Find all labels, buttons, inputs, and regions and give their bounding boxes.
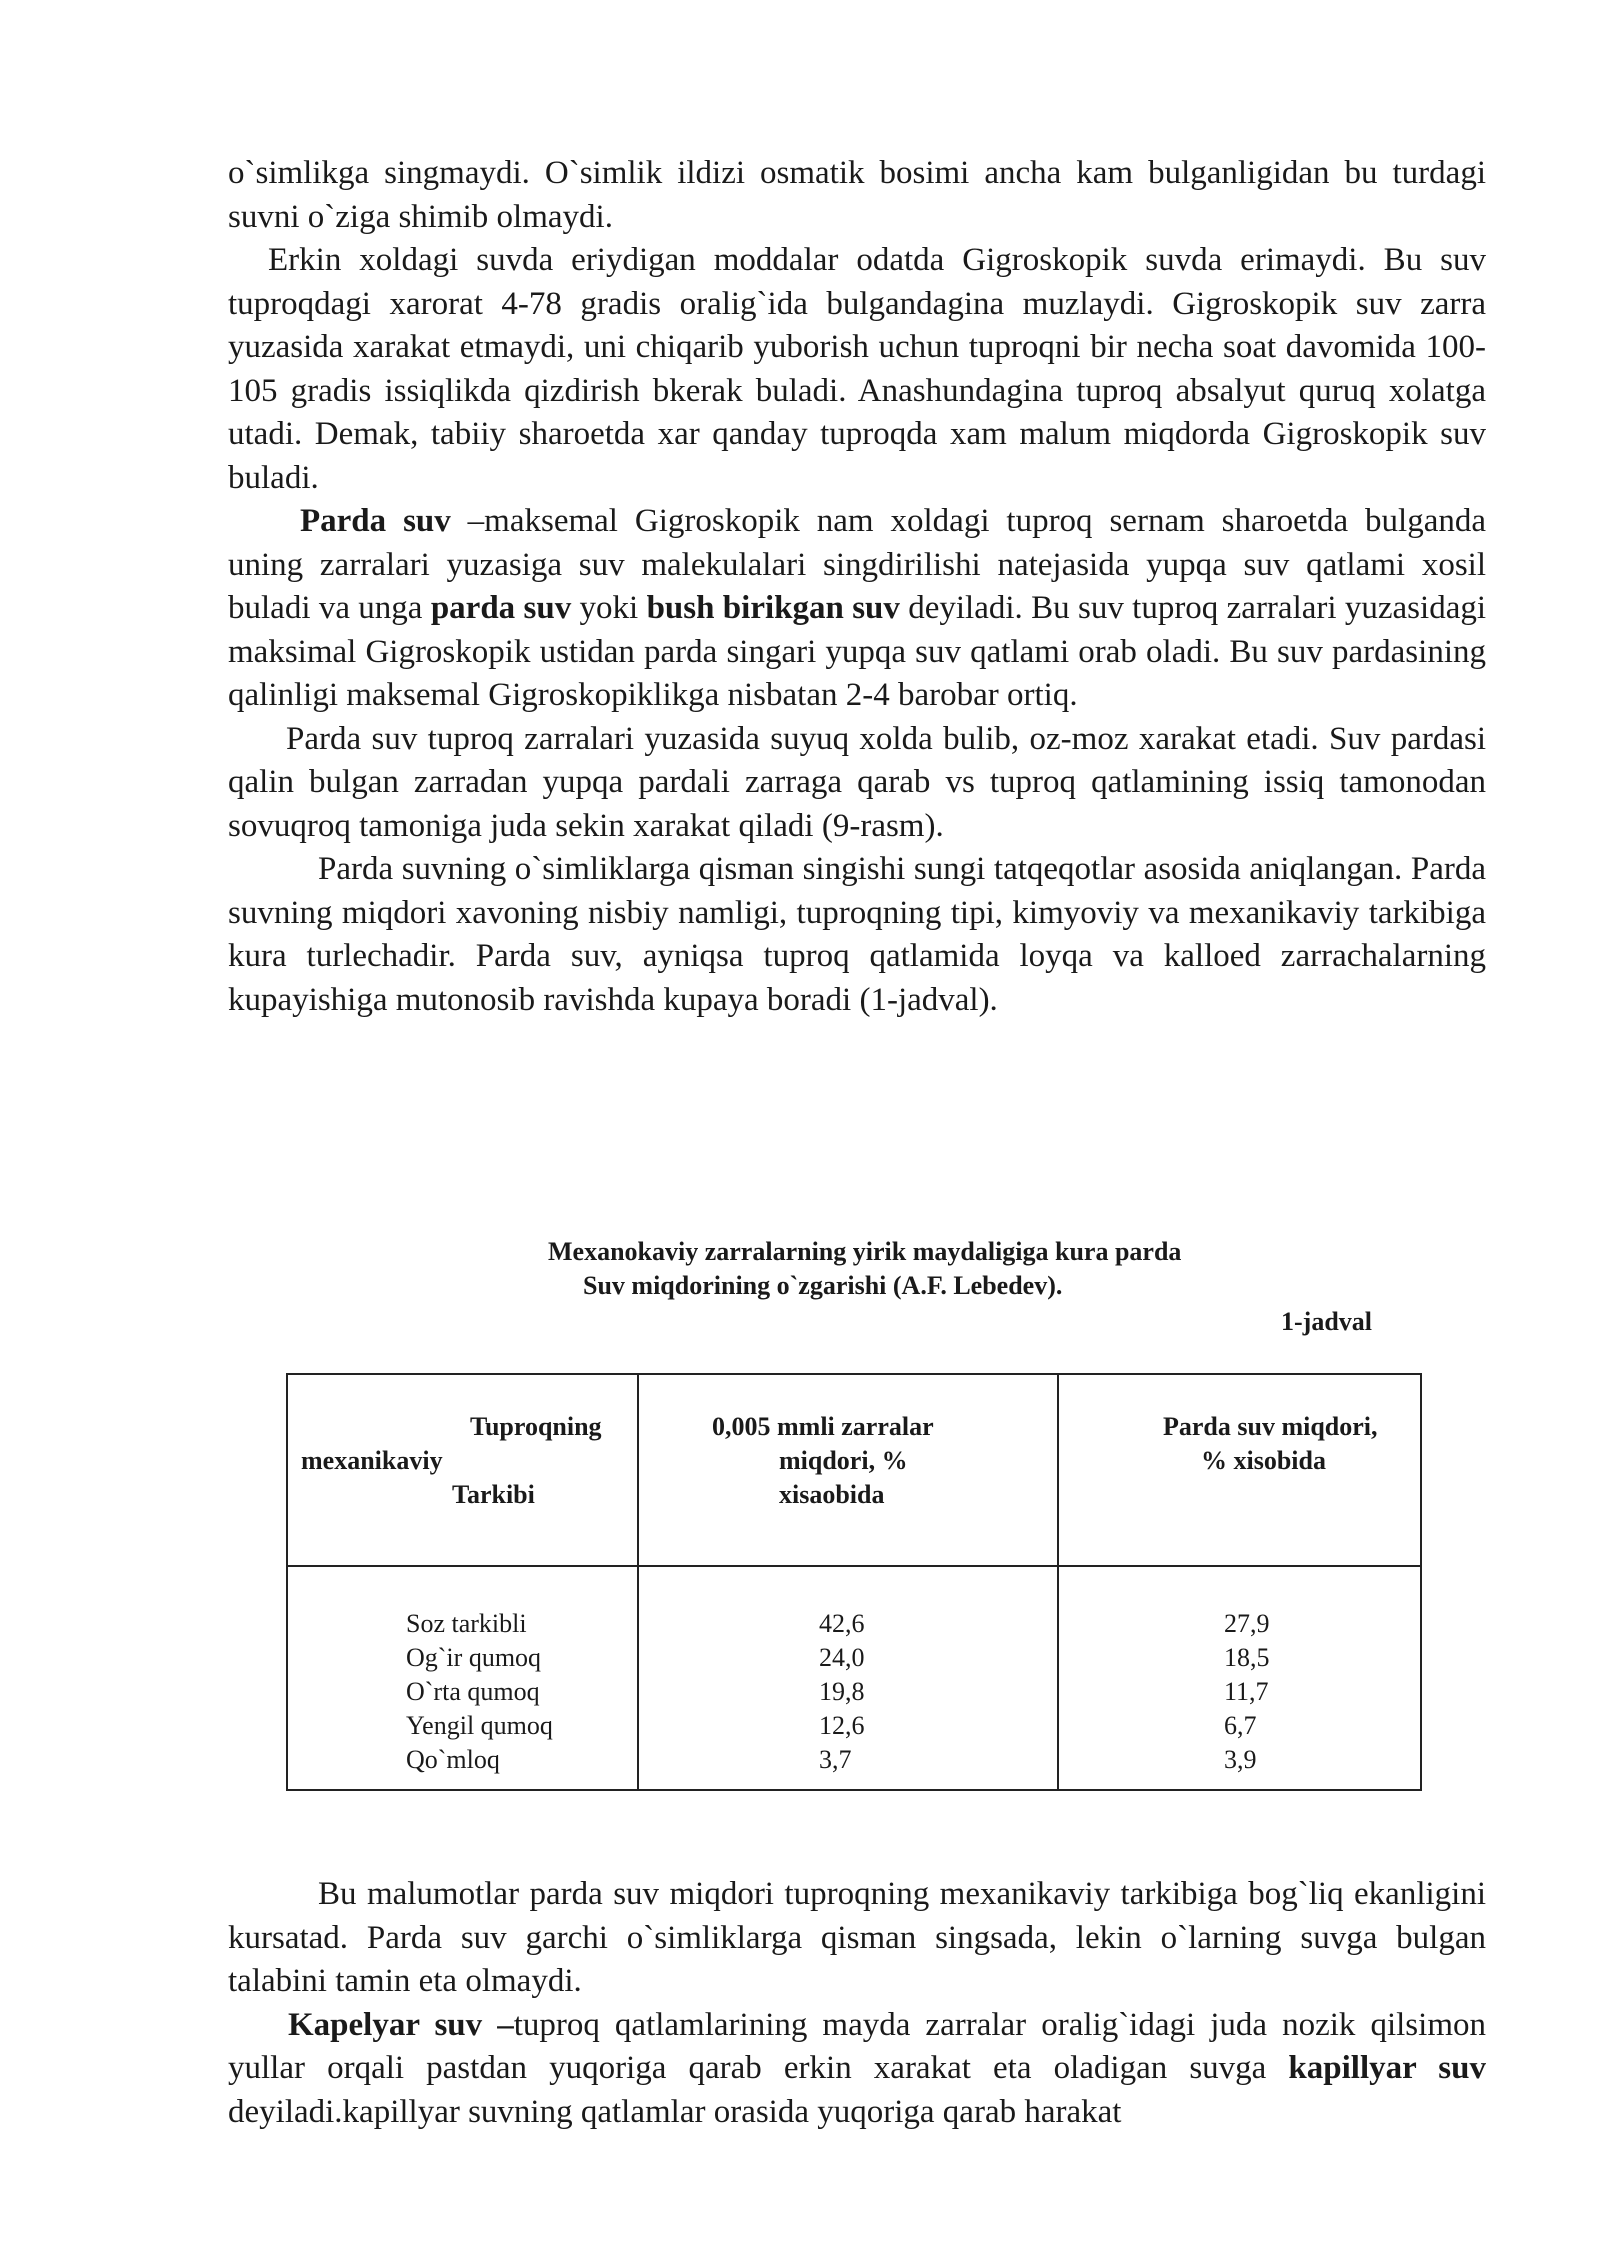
table-cell: Og`ir qumoq: [406, 1643, 542, 1672]
header-col3-line1: Parda suv miqdori,: [1163, 1412, 1378, 1441]
table-cell: 6,7: [1224, 1711, 1257, 1740]
table-cell: 19,8: [819, 1677, 865, 1706]
header-col1-line2: mexanikaviy: [301, 1446, 443, 1475]
upper-text-block: [228, 152, 1486, 1022]
table-cell: Qo`mloq: [406, 1745, 500, 1774]
table-cell: Yengil qumoq: [406, 1711, 553, 1740]
header-col2-line1: 0,005 mmli zarralar: [712, 1412, 934, 1441]
header-col3-line2: % xisobida: [1201, 1446, 1326, 1475]
paragraph-6: Bu malumotlar parda suv miqdori tuproqning mexanikaviy tarkibiga bog`liq ekanligini kursatad. Parda suv garchi o`simliklarga qisman singsada, lekin o`larning suvga bulgan talabini tamin eta olmaydi.: [228, 1876, 1486, 1999]
table-cell: 24,0: [819, 1643, 865, 1672]
table-cell: O`rta qumoq: [406, 1677, 540, 1706]
table-cell: 3,7: [819, 1745, 852, 1774]
table-cell: 3,9: [1224, 1745, 1257, 1774]
paragraph-3-text-a: –maksemal Gigroskopik nam xoldagi tuproq sernam sharoetda bulganda uning zarralari yuzasiga suv malekulalari singdirilishi natejasida yupqa suv qatlami xosil buladi va unga: [228, 503, 1486, 626]
table-cell: 18,5: [1224, 1643, 1270, 1672]
table-cell: Soz tarkibli: [406, 1609, 527, 1638]
table-label: 1-jadval: [1281, 1307, 1372, 1336]
table-cell: 11,7: [1224, 1677, 1269, 1706]
header-col1-line1: Tuproqning: [470, 1412, 602, 1441]
paragraph-3-text-b: yoki: [571, 590, 647, 626]
paragraph-3-text-c: deyiladi. Bu suv tuproq zarralari yuzasidagi maksimal Gigroskopik ustidan parda singari yupqa suv qatlami orab oladi. Bu suv pardasining qalinligi maksemal Gigroskopiklikga nisbatan 2-4 barobar ortiq.: [228, 590, 1487, 713]
table-header-divider: [288, 1565, 1420, 1567]
paragraph-4: Parda suv tuproq zarralari yuzasida suyuq xolda bulib, oz-moz xarakat etadi. Suv pardasi qalin bulgan zarradan yupqa pardali zarraga qarab vs tuproq qatlamining issiq tamonodan sovuqroq tamoniga juda sekin xarakat qiladi (9-rasm).: [228, 720, 1486, 844]
term-bush-birikgan-suv: bush birikgan suv: [646, 590, 900, 626]
paragraph-1: o`simlikga singmaydi. O`simlik ildizi osmatik bosimi ancha kam bulganligidan bu turdagi suvni o`ziga shimib olmaydi.: [228, 155, 1486, 235]
paragraph-7: [228, 2004, 1486, 2135]
header-col2-line2: miqdori, %: [779, 1446, 908, 1475]
table-column-divider: [1057, 1375, 1059, 1789]
column-particles-percent: [819, 1607, 865, 1777]
paragraph-2: Erkin xoldagi suvda eriydigan moddalar odatda Gigroskopik suvda erimaydi. Bu suv tuproqdagi xarorat 4-78 gradis oralig`ida bulgandagina muzlaydi. Gigroskopik suv zarra yuzasida xarakat etmaydi, uni chiqarib yuborish uchun tuproqni bir necha soat davomida 100-105 gradis issiqlikda qizdirish bkerak buladi. Anashundagina tuproq absalyut quruq xolatga utadi. Demak, tabiiy sharoetda xar qanday tuproqda xam malum miqdorda Gigroskopik suv buladi.: [228, 242, 1486, 496]
table-column-divider: [637, 1375, 639, 1789]
header-col2-line3: xisaobida: [779, 1480, 885, 1509]
term-parda-suv-2: parda suv: [430, 590, 572, 626]
table-caption-line-1: Mexanokaviy zarralarning yirik maydaligiga kura parda: [548, 1237, 1182, 1266]
table-cell: 12,6: [819, 1711, 865, 1740]
column-film-water-percent: [1224, 1607, 1270, 1777]
header-col1-line3: Tarkibi: [452, 1480, 535, 1509]
paragraph-7-text-a: tuproq qatlamlarining mayda zarralar oralig`idagi juda nozik qilsimon yullar orqali pastdan yuqoriga qarab erkin xarakat eta oladigan suvga: [228, 2006, 1486, 2086]
term-kapelyar-suv: Kapelyar suv –: [288, 2006, 514, 2043]
paragraph-5: Parda suvning o`simliklarga qisman singishi sungi tatqeqotlar asosida aniqlangan. Parda suvning miqdori xavoning nisbiy namligi, tuproqning tipi, kimyoviy va mexanikaviy tarkibiga kura turlechadir. Parda suv, ayniqsa tuproq qatlamida loyqa va kalloed zarrachalarning kupayishiga mutonosib ravishda kupaya boradi (1-jadval).: [228, 851, 1486, 1018]
data-table: [286, 1373, 1422, 1791]
paragraph-7-text-b: deyiladi.kapillyar suvning qatlamlar orasida yuqoriga qarab harakat: [228, 2093, 1122, 2130]
lower-text-block: [228, 1873, 1486, 2134]
table-cell: 27,9: [1224, 1609, 1270, 1638]
term-parda-suv: Parda suv: [300, 503, 451, 539]
column-soil-composition: [406, 1607, 553, 1777]
paragraph-3: [228, 500, 1486, 718]
table-cell: 42,6: [819, 1609, 865, 1638]
term-kapillyar-suv: kapillyar suv: [1288, 2050, 1486, 2086]
table-caption-line-2: Suv miqdorining o`zgarishi (A.F. Lebedev).: [583, 1271, 1063, 1300]
